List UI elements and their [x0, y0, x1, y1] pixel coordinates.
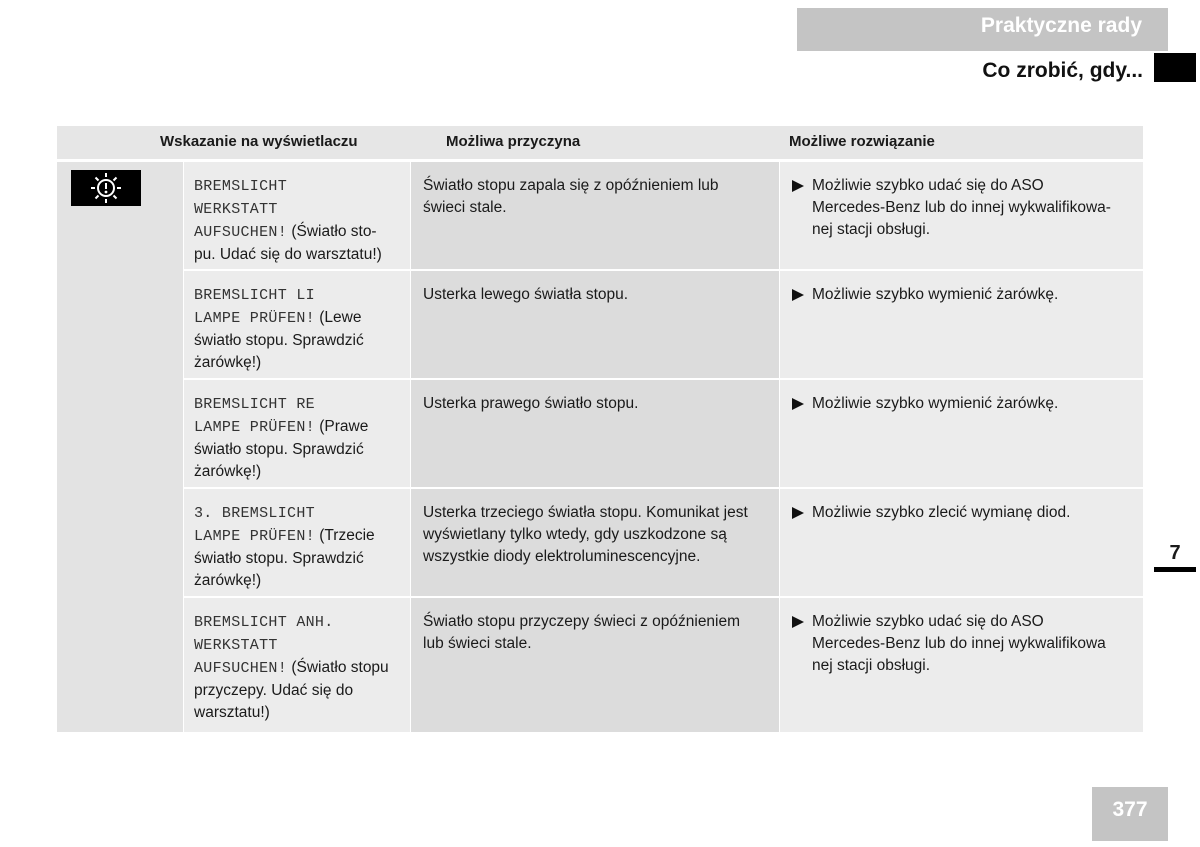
cause-cell: Światło stopu przyczepy świeci z opóźnieniem lub świeci stale.: [411, 598, 779, 732]
brake-light-warning-icon: [71, 170, 141, 206]
column-header-solution: Możliwe rozwiązanie: [789, 133, 935, 150]
solution-cell: [780, 271, 1143, 378]
display-translation: (Lewe światło stopu. Sprawdzić żarówkę!): [194, 309, 364, 371]
arrow-right-icon: [792, 289, 804, 301]
display-translation: (Światło stopu przyczepy. Udać się do warsztatu!): [194, 659, 389, 721]
display-code: BREMSLICHT ANH. WERKSTATT AUFSUCHEN!: [194, 614, 334, 677]
solution-text: Możliwie szybko wymienić żarówkę.: [812, 286, 1059, 303]
arrow-right-icon: [792, 616, 804, 628]
arrow-right-icon: [792, 507, 804, 519]
cause-cell: Światło stopu zapala się z opóźnieniem lub świeci stale.: [411, 162, 779, 269]
display-message-cell: [184, 489, 410, 596]
table-header: [57, 126, 1143, 159]
column-header-cause: Możliwa przyczyna: [446, 133, 581, 150]
page-subtitle: Co zrobić, gdy...: [982, 59, 1143, 82]
table-row: [184, 598, 1143, 732]
table-row: [184, 271, 1143, 378]
chapter-tab: 7: [1154, 538, 1196, 572]
display-message-cell: [184, 162, 410, 269]
display-message-cell: [184, 380, 410, 487]
subtitle-marker: [1154, 53, 1196, 82]
display-translation: (Światło sto- pu. Udać się do warsztatu!): [194, 223, 382, 263]
cause-cell: Usterka prawego światło stopu.: [411, 380, 779, 487]
solution-text: Możliwie szybko wymienić żarówkę.: [812, 395, 1059, 412]
display-translation: (Prawe światło stopu. Sprawdzić żarówkę!): [194, 418, 369, 480]
solution-cell: [780, 598, 1143, 732]
solution-cell: [780, 380, 1143, 487]
cause-cell: Usterka lewego światła stopu.: [411, 271, 779, 378]
arrow-right-icon: [792, 398, 804, 410]
table-row: [184, 489, 1143, 596]
solution-text: Możliwie szybko zlecić wymianę diod.: [812, 504, 1071, 521]
solution-text: Możliwie szybko udać się do ASO Mercedes-Benz lub do innej wykwalifikowa- nej stacji obsługi.: [812, 177, 1111, 238]
icon-column: [57, 162, 183, 732]
display-translation: (Trzecie światło stopu. Sprawdzić żarówkę!): [194, 527, 375, 589]
section-title: Praktyczne rady: [797, 8, 1168, 51]
display-code: BREMSLICHT RE LAMPE PRÜFEN!: [194, 396, 315, 436]
display-message-cell: [184, 598, 410, 732]
display-code: BREMSLICHT LI LAMPE PRÜFEN!: [194, 287, 315, 327]
cause-cell: Usterka trzeciego światła stopu. Komunikat jest wyświetlany tylko wtedy, gdy uszkodzone są wszystkie diody elektroluminescencyjne.: [411, 489, 779, 596]
display-code: BREMSLICHT WERKSTATT AUFSUCHEN!: [194, 178, 288, 241]
display-code: 3. BREMSLICHT LAMPE PRÜFEN!: [194, 505, 315, 545]
column-header-display: Wskazanie na wyświetlaczu: [160, 133, 358, 150]
solution-cell: [780, 489, 1143, 596]
table-row: [184, 380, 1143, 487]
arrow-right-icon: [792, 180, 804, 192]
table-row: [184, 162, 1143, 269]
solution-text: Możliwie szybko udać się do ASO Mercedes-Benz lub do innej wykwalifikowa nej stacji obsługi.: [812, 613, 1106, 674]
solution-cell: [780, 162, 1143, 269]
display-message-cell: [184, 271, 410, 378]
page-number: 377: [1092, 787, 1168, 841]
